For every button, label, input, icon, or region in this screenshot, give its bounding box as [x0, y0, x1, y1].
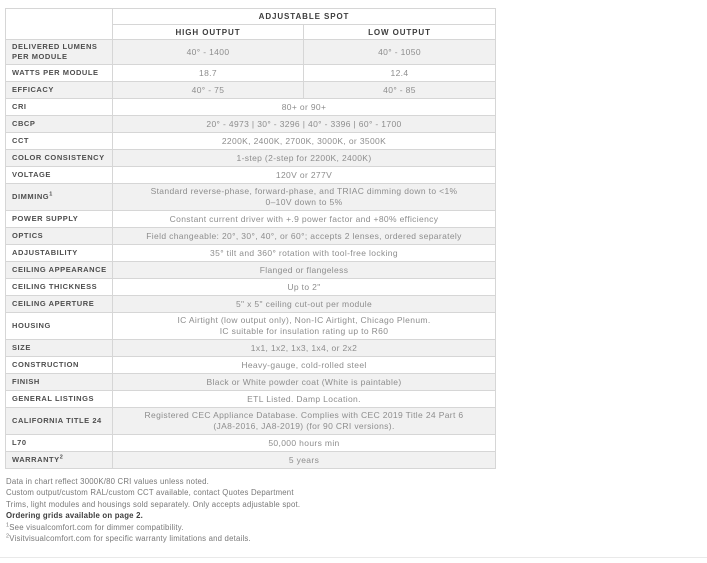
corner-cell [6, 9, 113, 40]
table-row [6, 245, 496, 262]
spec-value: 18.7 [113, 65, 304, 82]
footnote-line: Trims, light modules and housings sold separately. Only accepts adjustable spot. [6, 499, 301, 509]
spec-label: VOLTAGE [6, 167, 113, 184]
spec-label: OPTICS [6, 228, 113, 245]
spec-value: 40° - 85 [304, 82, 496, 99]
spec-label: GENERAL LISTINGS [6, 391, 113, 408]
table-row [6, 99, 496, 116]
spec-label: FINISH [6, 374, 113, 391]
footnote-marker: 1 [6, 522, 10, 529]
spec-value: Flanged or flangeless [113, 262, 496, 279]
footnote-line: Data in chart reflect 3000K/80 CRI values unless noted. [6, 477, 209, 486]
spec-value: 40° - 1050 [304, 40, 496, 65]
spec-value: 40° - 1400 [113, 40, 304, 65]
spec-value: 50,000 hours min [113, 435, 496, 452]
spec-label: COLOR CONSISTENCY [6, 150, 113, 167]
spec-value: Field changeable: 20°, 30°, 40°, or 60°; accepts 2 lenses, ordered separately [113, 228, 496, 245]
column-header-low-output: LOW OUTPUT [304, 25, 496, 40]
table-row [6, 228, 496, 245]
spec-label: WATTS PER MODULE [6, 65, 113, 82]
spec-value: 40° - 75 [113, 82, 304, 99]
spec-label: CBCP [6, 116, 113, 133]
table-row [6, 374, 496, 391]
table-row [6, 262, 496, 279]
spec-value: 5" x 5" ceiling cut-out per module [113, 296, 496, 313]
spec-value: 120V or 277V [113, 167, 496, 184]
footnote-line: $^1$See visualcomfort.com for dimmer compatibility. [6, 522, 184, 532]
spec-value: 2200K, 2400K, 2700K, 3000K, or 3500K [113, 133, 496, 150]
table-row [6, 40, 496, 65]
table-row [6, 452, 496, 469]
footnote-marker: 2 [59, 454, 64, 461]
spec-value: 80+ or 90+ [113, 99, 496, 116]
spec-sheet-page [0, 8, 707, 544]
table-row [6, 357, 496, 374]
table-row [6, 167, 496, 184]
spec-value: Up to 2" [113, 279, 496, 296]
spec-value: IC Airtight (low output only), Non-IC Airtight, Chicago Plenum. IC suitable for insulation rating up to R60 [113, 313, 496, 340]
spec-label: DELIVERED LUMENS PER MODULE [6, 40, 113, 65]
table-row [6, 116, 496, 133]
table-row [6, 340, 496, 357]
table-row [6, 296, 496, 313]
table-row [6, 82, 496, 99]
footnote-line: Custom output/custom RAL/custom CCT available, contact Quotes Department [6, 488, 294, 498]
spec-label: SIZE [6, 340, 113, 357]
spec-value: 1x1, 1x2, 1x3, 1x4, or 2x2 [113, 340, 496, 357]
table-row [6, 184, 496, 211]
spec-label: HOUSING [6, 313, 113, 340]
table-row [6, 279, 496, 296]
spec-label: ADJUSTABILITY [6, 245, 113, 262]
table-row [6, 391, 496, 408]
spec-value: 1-step (2-step for 2200K, 2400K) [113, 150, 496, 167]
spec-label: CEILING APERTURE [6, 296, 113, 313]
table-title: ADJUSTABLE SPOT [113, 9, 496, 25]
footnotes [6, 476, 707, 544]
spec-label: L70 [6, 435, 113, 452]
bottom-divider [0, 557, 707, 558]
spec-label: CEILING THICKNESS [6, 279, 113, 296]
column-header-high-output: HIGH OUTPUT [113, 25, 304, 40]
spec-table-body [6, 40, 496, 469]
table-title-row [6, 9, 496, 25]
table-row [6, 435, 496, 452]
footnote-line: $^2$Visitvisualcomfort.com for specific warranty limitations and details. [6, 533, 251, 544]
spec-label: CCT [6, 133, 113, 150]
spec-label: CEILING APPEARANCE [6, 262, 113, 279]
spec-value: ETL Listed. Damp Location. [113, 391, 496, 408]
spec-value: 12.4 [304, 65, 496, 82]
footnote-marker: 1 [49, 191, 53, 198]
table-row [6, 150, 496, 167]
spec-value: 5 years [113, 452, 496, 469]
spec-label: WARRANTY$^2$ [6, 452, 113, 469]
table-row [6, 211, 496, 228]
spec-value: 35° tilt and 360° rotation with tool-free locking [113, 245, 496, 262]
footnote-marker: 2 [6, 533, 10, 540]
spec-label: CONSTRUCTION [6, 357, 113, 374]
table-row [6, 65, 496, 82]
spec-table [5, 8, 496, 469]
table-row [6, 408, 496, 435]
spec-value: 20° - 4973 | 30° - 3296 | 40° - 3396 | 60° - 1700 [113, 116, 496, 133]
spec-label: CALIFORNIA TITLE 24 [6, 408, 113, 435]
spec-value: Registered CEC Appliance Database. Complies with CEC 2019 Title 24 Part 6 (JA8-2016, JA8-2019) (for 90 CRI versions). [113, 408, 496, 435]
spec-value: Standard reverse-phase, forward-phase, and TRIAC dimming down to <1% 0–10V down to 5% [113, 184, 496, 211]
spec-value: Constant current driver with +.9 power factor and +80% efficiency [113, 211, 496, 228]
spec-label: EFFICACY [6, 82, 113, 99]
table-row [6, 313, 496, 340]
table-row [6, 133, 496, 150]
spec-label: CRI [6, 99, 113, 116]
spec-label: POWER SUPPLY [6, 211, 113, 228]
spec-value: Heavy-gauge, cold-rolled steel [113, 357, 496, 374]
spec-label: DIMMING$^1$ [6, 184, 113, 211]
footnote-line: Ordering grids available on page 2. [6, 511, 143, 521]
spec-value: Black or White powder coat (White is paintable) [113, 374, 496, 391]
